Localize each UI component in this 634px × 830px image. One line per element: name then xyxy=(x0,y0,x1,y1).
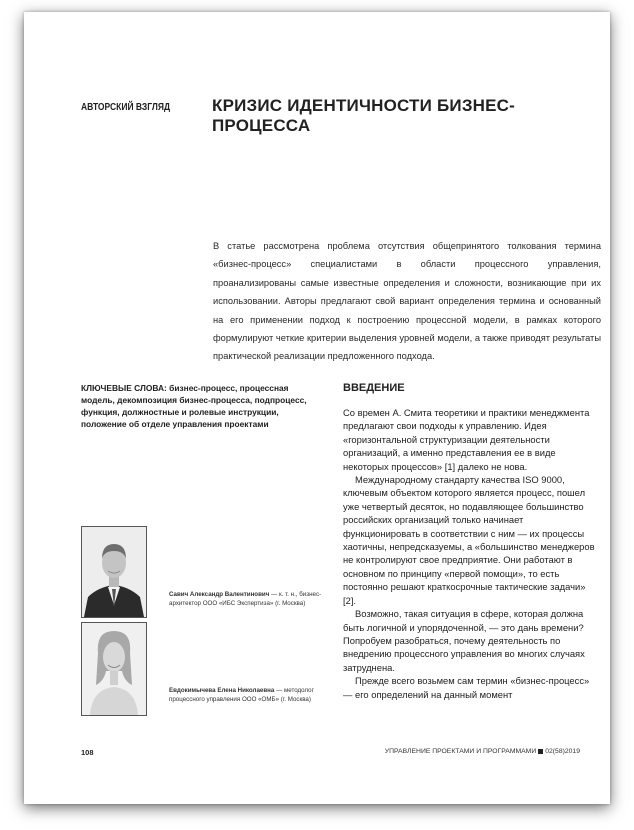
article-title: КРИЗИС ИДЕНТИЧНОСТИ БИЗНЕС-ПРОЦЕССА xyxy=(212,96,516,135)
paragraph: Со времен А. Смита теоретики и практики менеджмента предлагают свои подходы к управлению. Идея «горизонтальной структуризации деятельности организаций, а именно представления ее в виде некоторых процессов» [1] далеко не нова. xyxy=(343,407,590,472)
journal-name: УПРАВЛЕНИЕ ПРОЕКТАМИ И ПРОГРАММАМИ xyxy=(384,748,537,755)
journal-footer xyxy=(385,748,580,755)
page-number: 108 xyxy=(81,748,94,757)
section-label: АВТОРСКИЙ ВЗГЛЯД xyxy=(81,102,170,113)
author-2-details: — методолог процессного управления ООО «ОМБ» (г. Москва) xyxy=(169,687,314,703)
paragraph: Прежде всего возьмем сам термин «бизнес-процесс» — его определений на данный момент xyxy=(343,675,590,700)
author-1 xyxy=(169,590,329,608)
introduction-heading: ВВЕДЕНИЕ xyxy=(343,382,405,394)
author-2 xyxy=(169,686,329,704)
author-photo-2 xyxy=(81,622,147,716)
author-photo-1 xyxy=(81,526,147,618)
author-1-name: Савич Александр Валентинович xyxy=(169,591,270,598)
journal-page xyxy=(24,12,610,804)
author-2-name: Евдокимычева Елена Николаевна xyxy=(169,687,275,694)
paragraph: Возможно, такая ситуация в сфере, которая должна быть логичной и упорядоченной, — это дань времени? Попробуем разобраться, почему деятельность по внедрению процессного управления во многих случаях затруднена. xyxy=(343,608,585,673)
abstract: В статье рассмотрена проблема отсутствия общепринятого толкования термина «бизнес-процесс» специалистами в области процессного управления, проанализированы самые известные определения и сложности, возникающие при их использовании. Авторы предлагают свой вариант определения термина и основанный на его применении подход к построению процессной модели, в рамках которого формулируют четкие критерии выделения уровней модели, а также приводят результаты практической реализации предложенного подхода. xyxy=(213,241,601,362)
introduction-text xyxy=(343,406,601,701)
journal-issue: 02(58)2019 xyxy=(545,748,580,755)
square-separator-icon xyxy=(538,749,543,754)
keywords: КЛЮЧЕВЫЕ СЛОВА: бизнес-процесс, процессная модель, декомпозиция бизнес-процесса, подпроцесс, функция, должностные и ролевые инструкции, положение об отделе управления проектами xyxy=(81,383,307,429)
paragraph: Международному стандарту качества ISO 9000, ключевым объектом которого является процесс, пошел уже четвертый десяток, но подавляющее большинство российских организаций только начинает функционировать в соответствии с ним — их процессы хаотичны, непредсказуемы, а «большинство менеджеров не контролируют свое предприятие. Они работают в основном по принципу «первой помощи», то есть постоянно решают краткосрочные тактические задачи» [2]. xyxy=(343,474,595,606)
author-1-details: — к. т. н., бизнес-архитектор ООО «ИБС Экспертиза» (г. Москва) xyxy=(169,591,322,607)
